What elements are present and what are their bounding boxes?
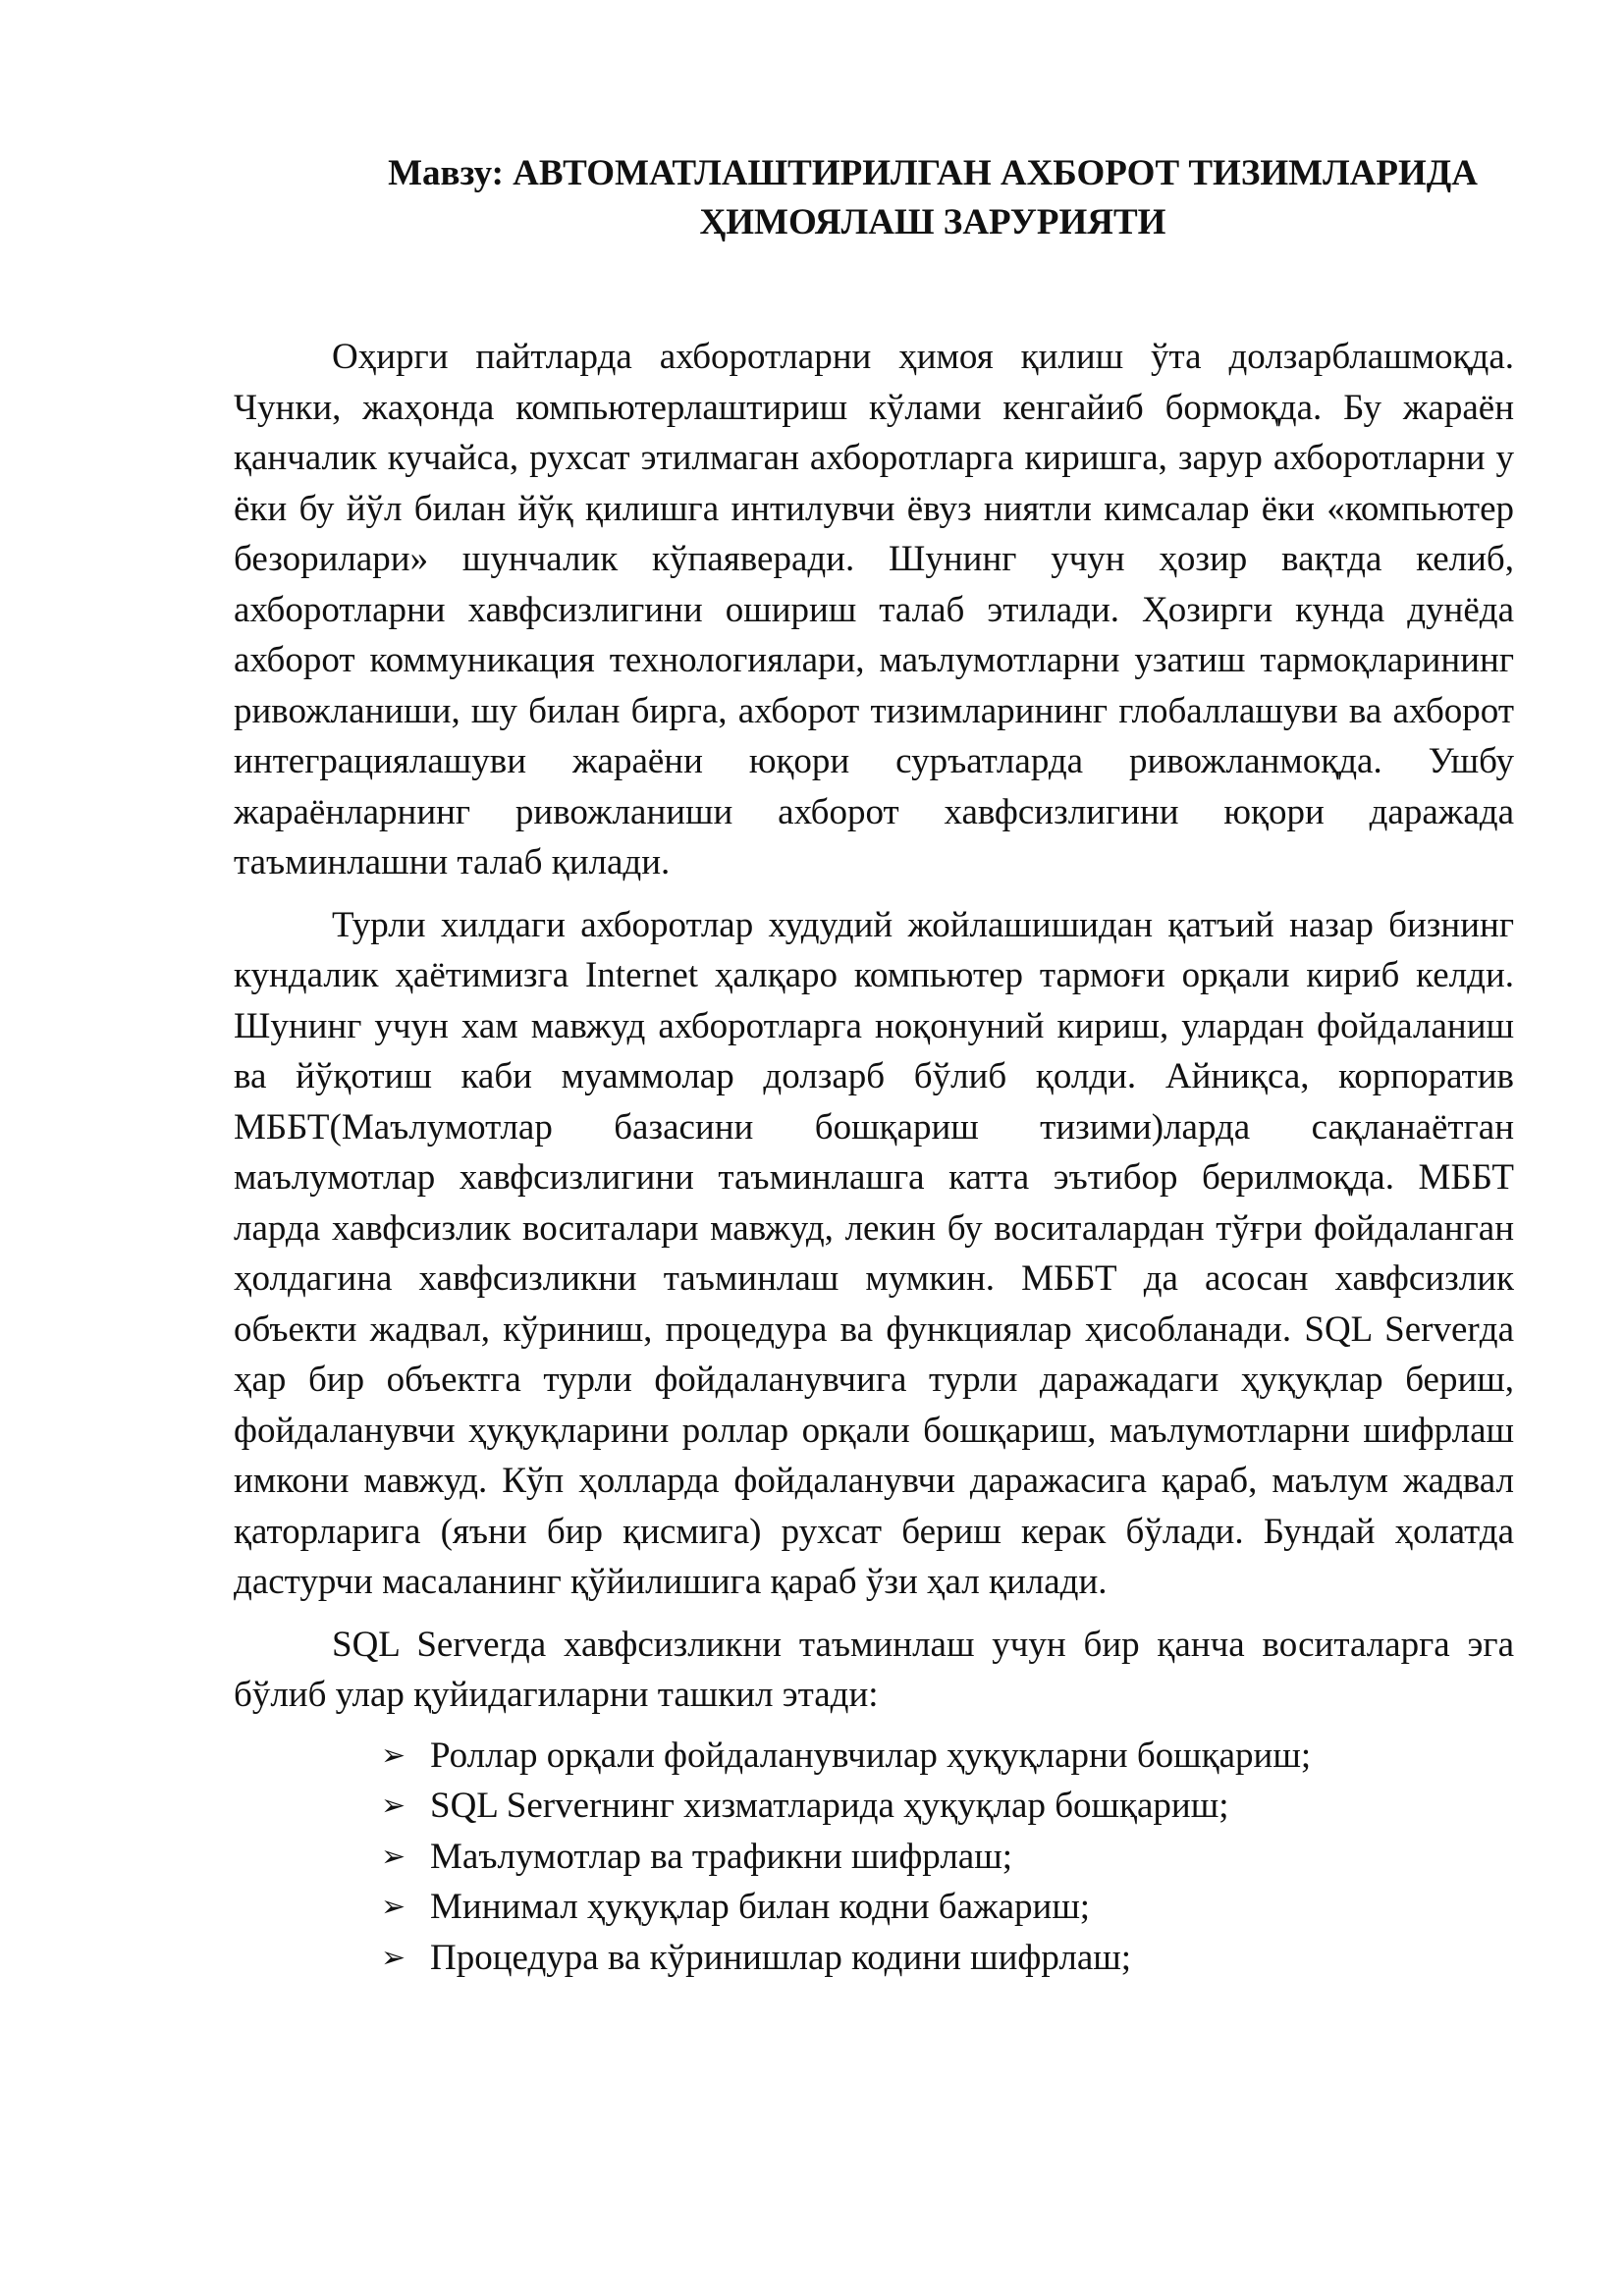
list-item [381,1832,1514,1883]
list-item-text: Минимал ҳуқуқлар билан кодни бажариш; [430,1887,1091,1927]
list-item [381,1731,1514,1782]
arrow-bullet-icon: ➢ [381,1737,406,1773]
title-line-2: ҲИМОЯЛАШ ЗАРУРИЯТИ [699,202,1166,242]
paragraph-2: Турли хилдаги ахборотлар худудий жойлашишидан қатъий назар бизнинг кундалик ҳаётимизга Internet ҳалқаро компьютер тармоғи орқали кириб келди. Шунинг учун хам мавжуд ахборотларга ноқонуний кириш, улардан фойдаланиш ва йўқотиш каби муаммолар долзарб бўлиб қолди. Айниқса, корпоратив МББТ(Маълумотлар базасини бошқариш тизими)ларда сақланаётган маълумотлар хавфсизлигини таъминлашга катта эътибор берилмоқда. МББТ ларда хавфсизлик воситалари мавжуд, лекин бу воситалардан тўғри фойдаланган ҳолдагина хавфсизликни таъминлаш мумкин. МББТ да асосан хавфсизлик объекти жадвал, кўриниш, процедура ва функциялар ҳисобланади. SQL Serverда ҳар бир объектга турли фойдаланувчига турли даражадаги ҳуқуқлар бериш, фойдаланувчи ҳуқуқларини роллар орқали бошқариш, маълумотларни шифрлаш имкони мавжуд. Кўп ҳолларда фойдаланувчи даражасига қараб, маълум жадвал қаторларига (яъни бир қисмига) рухсат бериш керак бўлади. Бундай ҳолатда дастурчи масаланинг қўйилишига қараб ўзи ҳал қилади. [234,904,1514,1602]
list-item [381,1882,1514,1933]
document-title [334,149,1532,247]
arrow-bullet-icon: ➢ [381,1789,406,1823]
bullet-list [234,1731,1514,1984]
document-body [234,332,1514,1983]
arrow-bullet-icon: ➢ [381,1839,406,1874]
list-item-text: Процедура ва кўринишлар кодини шифрлаш; [430,1937,1132,1978]
paragraph-3: SQL Serverда хавфсизликни таъминлаш учун бир қанча воситаларга эга бўлиб улар қуйидагиларни ташкил этади: [234,1624,1514,1715]
list-item-text: Роллар орқали фойдаланувчилар ҳуқуқларни бошқариш; [430,1735,1312,1776]
list-item-text: SQL Serverнинг хизматларида ҳуқуқлар бошқариш; [430,1786,1229,1826]
paragraph-1: Оҳирги пайтларда ахборотларни ҳимоя қилиш ўта долзарблашмоқда. Чунки, жаҳонда компьютерлаштириш кўлами кенгайиб бормоқда. Бу жараён қанчалик кучайса, рухсат этилмаган ахборотларга киришга, зарур ахборотларни у ёки бу йўл билан йўқ қилишга интилувчи ёвуз ниятли кимсалар ёки «компьютер безорилари» шунчалик кўпаяверади. Шунинг учун ҳозир вақтда келиб, ахборотларни хавфсизлигини ошириш талаб этилади. Ҳозирги кунда дунёда ахборот коммуникация технологиялари, маълумотларни узатиш тармоқларининг ривожланиши, шу билан бирга, ахборот тизимларининг глобаллашуви ва ахборот интеграциялашуви жараёни юқори суръатларда ривожланмоқда. Ушбу жараёнларнинг ривожланиши ахборот хавфсизлигини юқори даражада таъминлашни талаб қилади. [234,337,1514,882]
arrow-bullet-icon: ➢ [381,1940,406,1975]
list-item-text: Маълумотлар ва трафикни шифрлаш; [430,1836,1012,1877]
list-item [381,1781,1514,1832]
title-line-1: Мавзу: АВТОМАТЛАШТИРИЛГАН АХБОРОТ ТИЗИМЛАРИДА [388,153,1478,193]
list-item [381,1933,1514,1984]
arrow-bullet-icon: ➢ [381,1890,406,1924]
